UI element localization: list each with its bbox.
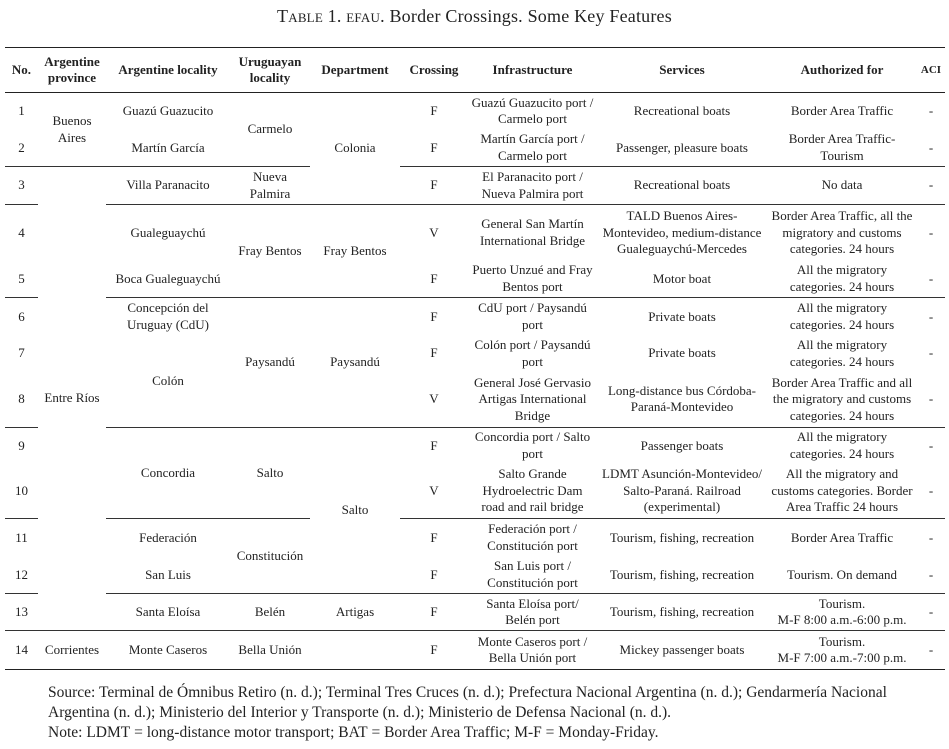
- source-note: Source: Terminal de Ómnibus Retiro (n. d.); Terminal Tres Cruces (n. d.); Prefectura Nacional Argentina (n. d.); Gendarmería Nacional Argentina (n. d.); Ministerio del Interior y Transporte (n. d.); Ministerio de Defensa Nacional (n. d.).: [48, 684, 887, 721]
- row-no: 2: [18, 139, 25, 155]
- services-cell: Private boats: [648, 345, 716, 361]
- aci-cell: -: [917, 298, 945, 336]
- table-row: [5, 298, 945, 336]
- department-cell: Colonia: [334, 140, 376, 156]
- header-infrastructure: Infrastructure: [468, 48, 597, 93]
- header-services: Services: [597, 48, 767, 93]
- title-prefix: Table 1.: [277, 6, 347, 26]
- crossing-cell: F: [400, 167, 468, 205]
- border-crossings-table: [5, 47, 945, 670]
- arg-locality-cell: Martín García: [131, 139, 205, 155]
- uru-locality-cell: Nueva Palmira: [230, 167, 310, 205]
- authorized-cell: Tourism. On demand: [787, 566, 897, 582]
- services-cell: Passenger, pleasure boats: [616, 139, 748, 155]
- authorized-cell: No data: [767, 167, 917, 205]
- aci-cell: -: [917, 631, 945, 670]
- services-text: Asunción-Montevideo/ Salto-Paraná. Railroad (experimental): [623, 466, 762, 514]
- services-cell: Motor boat: [652, 270, 712, 286]
- services-cell: [597, 464, 767, 519]
- services-cell: Recreational boats: [633, 103, 731, 118]
- arg-locality-cell: Monte Caseros: [106, 631, 230, 670]
- infrastructure-cell: CdU port / Paysandú port: [468, 298, 597, 336]
- services-cell: Long-distance bus Córdoba-Paraná-Montevideo: [607, 382, 757, 415]
- table-row: [5, 261, 945, 298]
- arg-locality-cell: Concepción del Uruguay (CdU): [106, 298, 230, 336]
- crossing-cell: F: [400, 298, 468, 336]
- row-no: 5: [18, 270, 25, 286]
- note-abbr-bat: BAT: [338, 724, 368, 741]
- uru-locality-cell: Constitución: [230, 519, 310, 594]
- infrastructure-cell: El Paranacito port / Nueva Palmira port: [468, 167, 597, 205]
- crossing-cell: F: [430, 345, 438, 361]
- infrastructure-cell: Guazú Guazucito port / Carmelo port: [471, 94, 594, 127]
- arg-locality-cell: Concordia: [106, 428, 230, 519]
- arg-locality-cell: Boca Gualeguaychú: [115, 270, 221, 286]
- crossing-cell: F: [400, 519, 468, 557]
- aci-cell: -: [917, 205, 945, 261]
- uru-locality-cell: Belén: [230, 594, 310, 631]
- aci-cell: -: [917, 519, 945, 557]
- header-no: No.: [5, 48, 38, 93]
- table-notes: [33, 683, 933, 743]
- header-uru-locality: Uruguayan locality: [230, 48, 310, 93]
- table-row: [5, 557, 945, 594]
- department-cell: Salto: [310, 428, 400, 594]
- table-row: [5, 428, 945, 464]
- arg-locality-cell: Gualeguaychú: [106, 205, 230, 261]
- row-no: 9: [5, 428, 38, 464]
- aci-cell: -: [928, 482, 934, 498]
- services-cell: Tourism, fishing, recreation: [597, 594, 767, 631]
- province-cell: Corrientes: [38, 631, 106, 670]
- authorized-abbr: M-F: [777, 650, 801, 665]
- abbreviation-note: [33, 723, 933, 743]
- province-cell: Entre Ríos: [38, 167, 106, 631]
- services-cell: Passenger boats: [597, 428, 767, 464]
- authorized-cell: Border Area Traffic: [790, 103, 894, 118]
- authorized-hours: 8:00 a.m.-6:00 p.m.: [800, 612, 907, 627]
- authorized-cell: All the migratory categories. 24 hours: [767, 428, 917, 464]
- authorized-cell: All the migratory categories. 24 hours: [789, 337, 895, 369]
- aci-cell: -: [928, 103, 934, 118]
- header-aci: ACI: [917, 48, 945, 93]
- row-no: 12: [15, 566, 28, 582]
- crossing-cell: F: [400, 594, 468, 631]
- services-cell: [597, 205, 767, 261]
- note-abbr-mf: M-F: [514, 724, 542, 741]
- row-no: 10: [15, 482, 28, 498]
- department-cell: Artigas: [310, 594, 400, 631]
- authorized-hours: 7:00 a.m.-7:00 p.m.: [800, 650, 907, 665]
- table-row: [5, 594, 945, 631]
- arg-locality-cell: Guazú Guazucito: [122, 103, 214, 118]
- note-def-mf: = Monday-Friday.: [541, 724, 659, 741]
- aci-cell: -: [928, 139, 934, 155]
- services-cell: Recreational boats: [597, 167, 767, 205]
- infrastructure-cell: Salto Grande Hydroelectric Dam road and rail bridge: [481, 466, 584, 514]
- table-row: [5, 167, 945, 205]
- authorized-cell: All the migratory and customs categories. Border Area Traffic 24 hours: [771, 466, 913, 514]
- authorized-cell: All the migratory categories. 24 hours: [767, 298, 917, 336]
- crossing-cell: V: [429, 391, 439, 406]
- infrastructure-cell: General San Martín International Bridge: [468, 205, 597, 261]
- table-row: [5, 519, 945, 557]
- authorized-text: Tourism.: [818, 595, 866, 611]
- services-cell: Private boats: [597, 298, 767, 336]
- row-no: 3: [5, 167, 38, 205]
- uru-locality-cell: Salto: [230, 428, 310, 519]
- table-row: [5, 130, 945, 167]
- crossing-cell: F: [400, 631, 468, 670]
- aci-cell: -: [928, 566, 934, 582]
- department-cell: Fray Bentos: [310, 205, 400, 298]
- header-department: Department: [310, 48, 400, 93]
- header-authorized: Authorized for: [767, 48, 917, 93]
- department-cell: [310, 631, 400, 670]
- arg-locality-cell: San Luis: [145, 566, 191, 582]
- authorized-cell: Border Area Traffic: [767, 519, 917, 557]
- aci-cell: -: [917, 428, 945, 464]
- arg-locality-cell: Santa Eloísa: [106, 594, 230, 631]
- header-row: [5, 48, 945, 93]
- services-abbr: LDMT: [602, 466, 639, 481]
- aci-cell: -: [928, 391, 934, 406]
- services-cell: Tourism, fishing, recreation: [609, 566, 755, 582]
- title-rest: . Border Crossings. Some Key Features: [380, 6, 672, 26]
- authorized-cell: Border Area Traffic, all the migratory and customs categories. 24 hours: [767, 205, 917, 261]
- infrastructure-cell: Puerto Unzué and Fray Bentos port: [472, 262, 593, 294]
- services-text: Buenos Aires-Montevideo, medium-distance Gualeguaychú-Mercedes: [602, 208, 762, 256]
- authorized-text: Tourism.: [818, 633, 866, 649]
- uru-locality-cell: Paysandú: [230, 298, 310, 428]
- authorized-cell: [767, 594, 917, 631]
- infrastructure-cell: General José Gervasio Artigas International Bridge: [474, 374, 591, 423]
- crossing-cell: F: [430, 270, 438, 286]
- aci-cell: -: [917, 594, 945, 631]
- infrastructure-cell: San Luis port / Constitución port: [487, 558, 578, 590]
- header-province: Argentine province: [38, 48, 106, 93]
- crossing-cell: F: [430, 103, 438, 118]
- aci-cell: -: [917, 167, 945, 205]
- authorized-cell: [767, 631, 917, 670]
- crossing-cell: F: [430, 566, 438, 582]
- services-cell: Mickey passenger boats: [597, 631, 767, 670]
- aci-cell: -: [928, 270, 934, 286]
- row-no: 6: [5, 298, 38, 336]
- infrastructure-cell: Martín García port / Carmelo port: [480, 131, 585, 163]
- note-def-bat: = Border Area Traffic;: [367, 724, 515, 741]
- table-row: [5, 336, 945, 372]
- row-no: 8: [18, 391, 25, 406]
- arg-locality-cell: Federación: [106, 519, 230, 557]
- authorized-cell: Border Area Traffic and all the migratory and customs categories. 24 hours: [771, 374, 913, 423]
- table-title: [0, 6, 949, 27]
- table-row: [5, 631, 945, 670]
- row-no: 13: [5, 594, 38, 631]
- infrastructure-cell: Colón port / Paysandú port: [474, 337, 591, 369]
- note-label: Note:: [48, 724, 87, 741]
- services-abbr: TALD: [626, 208, 661, 223]
- table-row: [5, 93, 945, 130]
- title-abbr: efau: [346, 6, 381, 26]
- row-no: 4: [5, 205, 38, 261]
- uru-locality-cell: Carmelo: [247, 121, 293, 137]
- arg-locality-cell: Villa Paranacito: [106, 167, 230, 205]
- arg-locality-cell: Colón: [152, 373, 184, 388]
- row-no: 14: [5, 631, 38, 670]
- row-no: 7: [18, 345, 25, 361]
- uru-locality-cell: Bella Unión: [230, 631, 310, 670]
- crossing-cell: F: [430, 139, 438, 155]
- authorized-cell: All the migratory categories. 24 hours: [789, 262, 895, 294]
- crossing-cell: V: [429, 482, 439, 498]
- infrastructure-cell: Federación port / Constitución port: [468, 519, 597, 557]
- table-row: [5, 205, 945, 261]
- infrastructure-cell: Santa Eloísa port/ Belén port: [468, 594, 597, 631]
- crossing-cell: V: [400, 205, 468, 261]
- authorized-cell: Border Area Traffic-Tourism: [788, 131, 896, 163]
- authorized-abbr: M-F: [777, 612, 801, 627]
- row-no: 1: [18, 103, 25, 118]
- department-cell: Paysandú: [310, 298, 400, 428]
- crossing-cell: F: [400, 428, 468, 464]
- header-crossing: Crossing: [400, 48, 468, 93]
- services-cell: Tourism, fishing, recreation: [597, 519, 767, 557]
- aci-cell: -: [928, 345, 934, 361]
- infrastructure-cell: Concordia port / Salto port: [468, 428, 597, 464]
- row-no: 11: [5, 519, 38, 557]
- province-cell: Buenos Aires: [52, 113, 92, 145]
- uru-locality-cell: Fray Bentos: [230, 205, 310, 298]
- note-def-ldmt: = long-distance motor transport;: [130, 724, 339, 741]
- infrastructure-cell: Monte Caseros port / Bella Unión port: [468, 631, 597, 670]
- header-arg-locality: Argentine locality: [106, 48, 230, 93]
- note-abbr-ldmt: LDMT: [86, 724, 131, 741]
